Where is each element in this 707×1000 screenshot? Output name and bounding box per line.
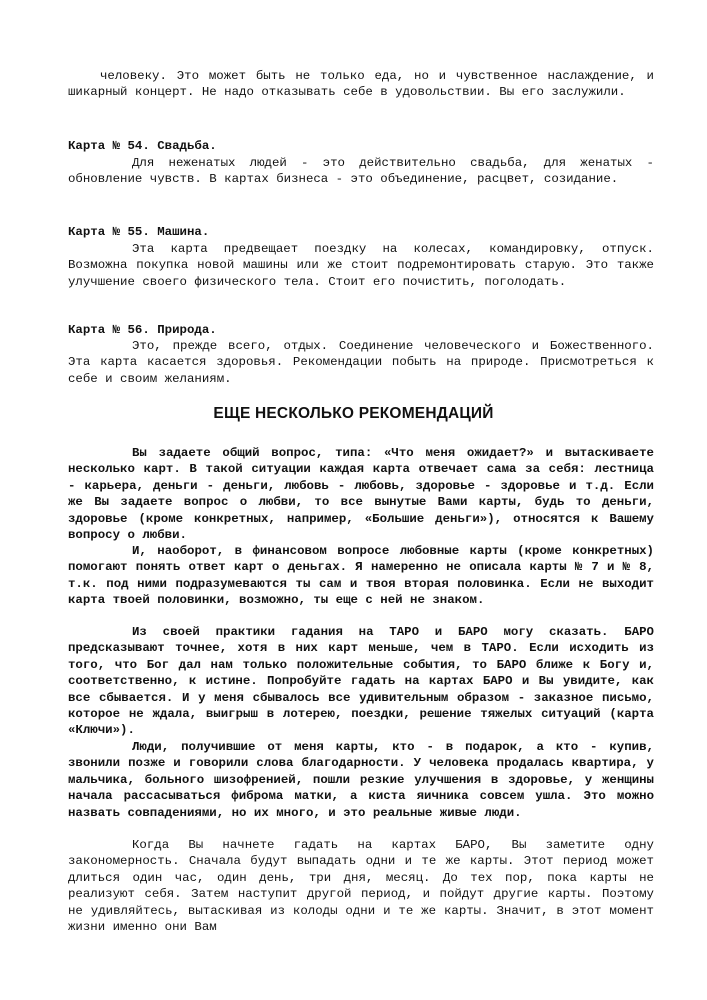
card-54-text: Для неженатых людей - это действительно свадьба, для женатых - обновление чувств. В картах бизнеса - это объединение, расцвет, созидание.	[68, 156, 654, 187]
card-55-text: Эта карта предвещает поездку на колесах, командировку, отпуск. Возможна покупка новой машины или же стоит подремонтировать старую. Это также улучшение своего физического тела. Стоит его почистить, поголодать.	[68, 242, 654, 289]
card-54-heading: Карта № 54. Свадьба.	[68, 139, 217, 153]
paragraph-2: И, наоборот, в финансовом вопросе любовные карты (кроме конкретных) помогают понять ответ карт о деньгах. Я намеренно не описала карты № 7 и № 8, т.к. под ними подразумеваются ты сам и твоя вторая половинка. Если не выходит карта твоей половинки, возможно, ты еще с ней не знаком.	[68, 544, 654, 608]
card-56-heading: Карта № 56. Природа.	[68, 323, 217, 337]
paragraph-3: Из своей практики гадания на ТАРО и БАРО могу сказать. БАРО предсказывают точнее, хотя в них карт меньше, чем в ТАРО. Если исходить из того, что Бог дал нам только положительные события, то БАРО ближе к Богу и, соответственно, к истине. Попробуйте гадать на картах БАРО и Вы увидите, как все сбывается. И у меня сбывалось все удивительным образом - заказное письмо, которое не ждала, выигрыш в лотерею, поездки, решение тяжелых ситуаций (карта «Ключи»).	[68, 625, 654, 738]
paragraph-4: Люди, получившие от меня карты, кто - в подарок, а кто - купив, звонили позже и говорили слова благодарности. У человека продалась квартира, у мальчика, больного шизофренией, пошли резкие улучшения в здоровье, у женщины начала рассасываться фиброма матки, а киста яичника совсем ушла. Это можно назвать совпадениями, но их много, и это реальные живые люди.	[68, 740, 654, 820]
paragraph-5: Когда Вы начнете гадать на картах БАРО, Вы заметите одну закономерность. Сначала будут выпадать одни и те же карты. Этот период может длиться один час, один день, три дня, месяц. До тех пор, пока карты не реализуют себя. Затем наступит другой период, и пойдут другие карты. Поэтому не удивляйтесь, вытаскивая из колоды одни и те же карты. Значит, в этот момент жизни именно они Вам	[68, 838, 654, 935]
card-55-heading: Карта № 55. Машина.	[68, 225, 210, 239]
card-56-text: Это, прежде всего, отдых. Соединение человеческого и Божественного. Эта карта касается здоровья. Рекомендации побыть на природе. Присмотреться к себе и своим желаниям.	[68, 339, 654, 386]
section-title: ЕЩЕ НЕСКОЛЬКО РЕКОМЕНДАЦИЙ	[213, 405, 494, 422]
paragraph-1: Вы задаете общий вопрос, типа: «Что меня ожидает?» и вытаскиваете несколько карт. В такой ситуации каждая карта отвечает сама за себя: лестница - карьера, деньги - деньги, любовь - любовь, здоровье - здоровье и т.д. Если же Вы задаете вопрос о любви, то все вынутые Вами карты, будь то деньги, здоровье (кроме конкретных, например, «Большие деньги»), относятся к Вашему вопросу о любви.	[68, 446, 654, 543]
intro-fragment: человеку. Это может быть не только еда, но и чувственное наслаждение, и шикарный концерт. Не надо отказывать себе в удовольствии. Вы его заслужили.	[68, 69, 654, 100]
